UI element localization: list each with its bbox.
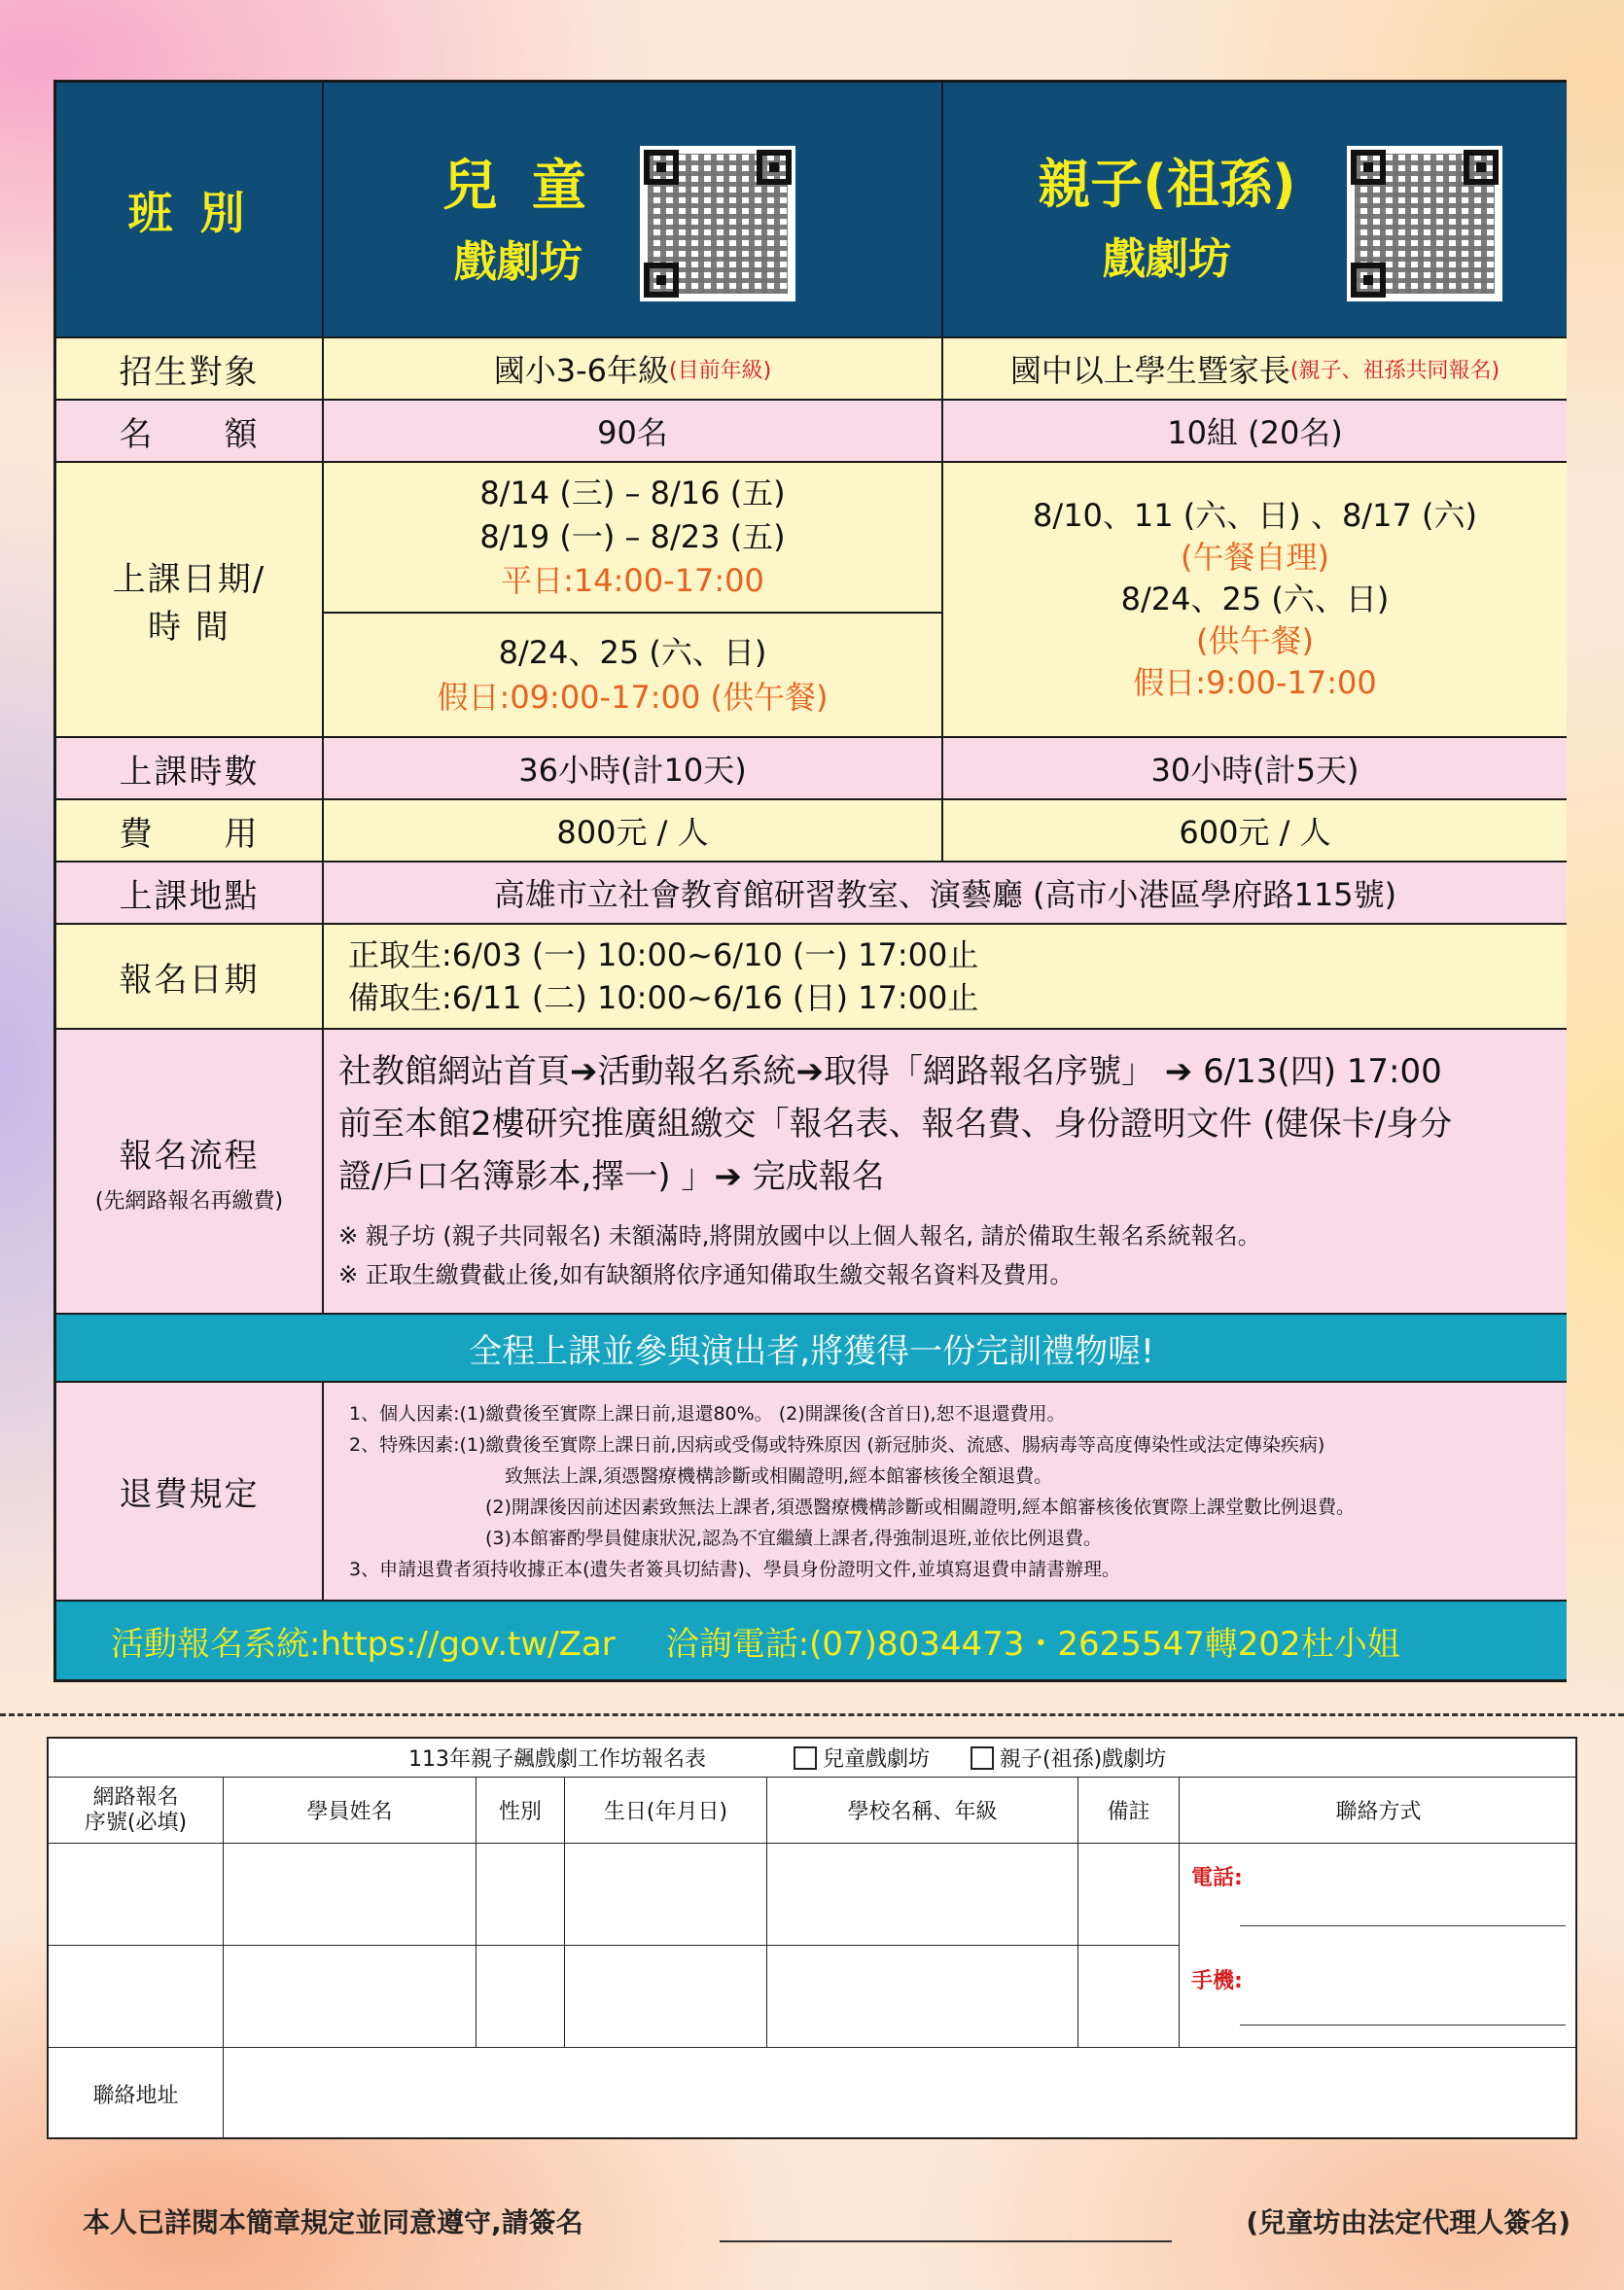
child-weekday-time: 平日:14:00-17:00	[501, 562, 764, 599]
schedule-label-line2: 時 間	[148, 607, 230, 647]
process-label-cell	[56, 1030, 324, 1315]
child-subtitle: 戲劇坊	[454, 237, 583, 287]
schedule-child-weekday	[324, 463, 943, 614]
hours-child: 36小時(計10天)	[324, 738, 943, 800]
target-child: 國小3-6年級	[493, 352, 670, 389]
refund-line2: 2、特殊因素:(1)繳費後至實際上課日前,因病或受傷或特殊原因 (新冠肺炎、流感、腸病毒等高度傳染性或法定傳染疾病)	[349, 1433, 1325, 1456]
family-schedule-line3: 8/24、25 (六、日)	[1120, 581, 1390, 617]
inquiry-phone: 洽詢電話:(07)8034473・2625547轉202杜小姐	[665, 1624, 1400, 1664]
form-title-row	[49, 1739, 1577, 1778]
process-line3: 證/戶口名簿影本,擇一) 」➔ 完成報名	[338, 1157, 885, 1196]
family-schedule-line2: (午餐自理)	[1181, 539, 1329, 576]
class-label: 班 別	[127, 186, 251, 239]
process-label-note: (先網路報名再繳費)	[94, 1188, 284, 1214]
name-input-2[interactable]	[224, 1946, 477, 2048]
col-name: 學員姓名	[224, 1778, 477, 1844]
signature-note: (兒童坊由法定代理人簽名)	[1246, 2206, 1571, 2238]
gender-input-2[interactable]	[477, 1946, 565, 2048]
target-family-cell	[943, 338, 1567, 401]
child-header-cell	[324, 83, 943, 338]
reg-date-regular: 正取生:6/03 (一) 10:00~6/10 (一) 17:00止	[348, 936, 979, 973]
refund-label: 退費規定	[56, 1383, 324, 1602]
refund-line5: (3)本館審酌學員健康狀況,認為不宜繼續上課者,得強制退班,並依比例退費。	[485, 1527, 1103, 1549]
hours-family: 30小時(計5天)	[943, 738, 1567, 800]
family-schedule-line1: 8/10、11 (六、日) 、8/17 (六)	[1033, 497, 1477, 534]
completion-gift-banner	[56, 1315, 1567, 1383]
contact-block	[1180, 1844, 1577, 2048]
col-contact: 聯絡方式	[1180, 1778, 1577, 1844]
family-qr-code[interactable]	[1347, 146, 1502, 301]
refund-line3: 致無法上課,須憑醫療機構診斷或相關證明,經本館審核後全額退費。	[505, 1464, 1053, 1487]
reg-date-cell	[324, 925, 1567, 1030]
child-weekend-line1: 8/24、25 (六、日)	[498, 634, 767, 671]
target-child-note: (目前年級)	[669, 358, 772, 383]
school-input-1[interactable]	[767, 1844, 1078, 1946]
col-serial-line2: 序號(必填)	[84, 1810, 188, 1835]
child-weekend-time: 假日:09:00-17:00 (供午餐)	[437, 679, 829, 716]
phone-label: 電話:	[1191, 1866, 1243, 1890]
process-note1: ※ 親子坊 (親子共同報名) 未額滿時,將開放國中以上個人報名, 請於備取生報名系統報名。	[338, 1222, 1261, 1250]
birthday-input-2[interactable]	[565, 1946, 767, 2048]
col-remark: 備註	[1078, 1778, 1180, 1844]
target-family: 國中以上學生暨家長	[1009, 352, 1290, 389]
birthday-input-1[interactable]	[565, 1844, 767, 1946]
fee-label: 費 用	[56, 800, 324, 863]
quota-family: 10組 (20名)	[943, 401, 1567, 463]
hours-label: 上課時數	[56, 738, 324, 800]
signature-row	[83, 2194, 1571, 2242]
target-family-note: (親子、祖孫共同報名)	[1289, 358, 1500, 383]
cut-line	[0, 1713, 1624, 1716]
refund-line4: (2)開課後因前述因素致無法上課者,須憑醫療機構診斷或相關證明,經本館審核後依實際上課堂數比例退費。	[485, 1496, 1355, 1518]
col-serial-line1: 網路報名	[92, 1784, 179, 1810]
address-input[interactable]	[224, 2048, 1577, 2139]
schedule-label-line1: 上課日期/	[112, 559, 266, 599]
form-title: 113年親子飆戲劇工作坊報名表	[408, 1747, 706, 1772]
family-schedule-line4: (供午餐)	[1196, 622, 1314, 659]
child-weekday-line2: 8/19 (一) – 8/23 (五)	[479, 518, 786, 555]
col-birthday: 生日(年月日)	[565, 1778, 767, 1844]
signature-input-line[interactable]	[720, 2240, 1172, 2242]
schedule-child-weekend	[324, 614, 943, 738]
name-input-1[interactable]	[224, 1844, 477, 1946]
phone-input-line[interactable]	[1240, 1925, 1566, 1926]
target-label: 招生對象	[56, 338, 324, 401]
quota-label: 名 額	[56, 401, 324, 463]
registration-system-link[interactable]: 活動報名系統:https://gov.tw/Zar	[111, 1624, 616, 1664]
info-table	[53, 80, 1567, 1682]
process-line1: 社教館網站首頁➔活動報名系統➔取得「網路報名序號」 ➔ 6/13(四) 17:00	[338, 1052, 1442, 1091]
location-label: 上課地點	[56, 863, 324, 925]
col-school: 學校名稱、年級	[767, 1778, 1078, 1844]
family-subtitle: 戲劇坊	[1103, 234, 1231, 284]
serial-input-2[interactable]	[49, 1946, 224, 2048]
child-title: 兒 童	[442, 155, 594, 218]
process-label: 報名流程	[119, 1136, 260, 1176]
quota-child: 90名	[324, 401, 943, 463]
banner-text: 全程上課並參與演出者,將獲得一份完訓禮物喔!	[469, 1331, 1154, 1371]
remark-input-1[interactable]	[1078, 1844, 1180, 1946]
col-gender: 性別	[477, 1778, 565, 1844]
target-child-cell	[324, 338, 943, 401]
address-label: 聯絡地址	[49, 2048, 224, 2139]
family-title: 親子(祖孫)	[1038, 154, 1296, 215]
process-cell	[324, 1030, 1567, 1315]
refund-line1: 1、個人因素:(1)繳費後至實際上課日前,退還80%。 (2)開課後(含首日),恕不退還費用。	[349, 1402, 1066, 1425]
process-note2: ※ 正取生繳費截止後,如有缺額將依序通知備取生繳交報名資料及費用。	[338, 1261, 1074, 1288]
refund-line6: 3、申請退費者須持收據正本(遺失者簽具切結書)、學員身份證明文件,並填寫退費申請書辦理。	[349, 1558, 1120, 1580]
footer-bar	[56, 1602, 1567, 1679]
remark-input-2[interactable]	[1078, 1946, 1180, 2048]
option-child-checkbox[interactable]	[794, 1746, 817, 1770]
mobile-input-line[interactable]	[1240, 2025, 1566, 2026]
serial-input-1[interactable]	[49, 1844, 224, 1946]
mobile-label: 手機:	[1191, 1969, 1243, 1993]
process-line2: 前至本館2樓研究推廣組繳交「報名表、報名費、身份證明文件 (健保卡/身分	[338, 1105, 1453, 1144]
signature-statement: 本人已詳閱本簡章規定並同意遵守,請簽名	[83, 2206, 583, 2238]
registration-form	[47, 1737, 1577, 2139]
option-family-checkbox[interactable]	[971, 1746, 994, 1770]
family-header-cell	[943, 83, 1567, 338]
option-child-label: 兒童戲劇坊	[823, 1747, 931, 1772]
fee-family: 600元 / 人	[943, 800, 1567, 863]
location-value: 高雄市立社會教育館研習教室、演藝廳 (高市小港區學府路115號)	[324, 863, 1567, 925]
school-input-2[interactable]	[767, 1946, 1078, 2048]
col-serial	[49, 1778, 224, 1844]
schedule-label-cell	[56, 463, 324, 738]
child-weekday-line1: 8/14 (三) – 8/16 (五)	[479, 475, 786, 511]
reg-date-label: 報名日期	[56, 925, 324, 1030]
gender-input-1[interactable]	[477, 1844, 565, 1946]
option-family-label: 親子(祖孫)戲劇坊	[1000, 1747, 1167, 1772]
refund-cell	[324, 1383, 1567, 1602]
fee-child: 800元 / 人	[324, 800, 943, 863]
child-qr-code[interactable]	[640, 146, 795, 301]
reg-date-waitlist: 備取生:6/11 (二) 10:00~6/16 (日) 17:00止	[348, 979, 979, 1016]
schedule-family	[943, 463, 1567, 738]
family-schedule-line5: 假日:9:00-17:00	[1133, 664, 1377, 701]
class-label-cell	[56, 83, 324, 338]
